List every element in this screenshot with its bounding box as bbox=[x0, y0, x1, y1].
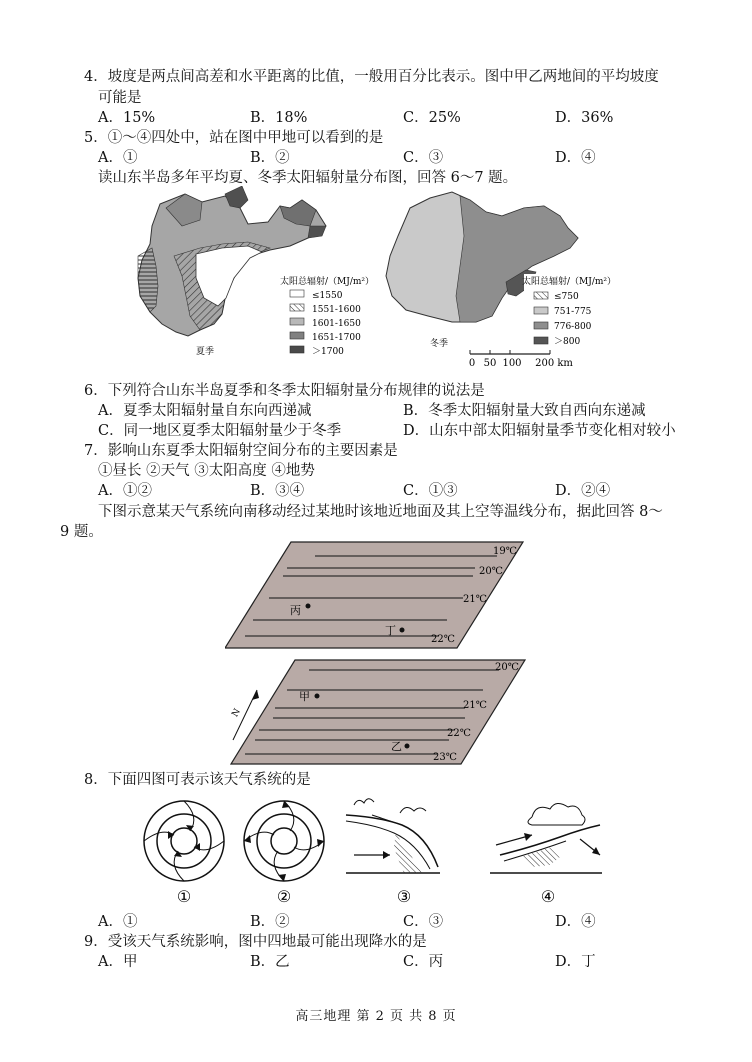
q9-stem: 9．受该天气系统影响，图中四地最可能出现降水的是 bbox=[84, 934, 427, 950]
q8-option-b: B．② bbox=[250, 914, 290, 930]
intro-8-9-line1: 下图示意某天气系统向南移动经过某地时该地近地面及其上空等温线分布，据此回答 8～ bbox=[98, 504, 663, 520]
point-ding: 丁 bbox=[385, 624, 396, 637]
lower-isotherm-22: 22℃ bbox=[447, 728, 471, 739]
winter-legend-item-1: ≤750 bbox=[554, 292, 579, 302]
q6-stem: 6．下列符合山东半岛夏季和冬季太阳辐射量分布规律的说法是 bbox=[84, 383, 485, 399]
winter-season-label: 冬季 bbox=[430, 339, 449, 349]
intro-6-7: 读山东半岛多年平均夏、冬季太阳辐射量分布图，回答 6～7 题。 bbox=[98, 170, 518, 186]
winter-map bbox=[386, 192, 620, 369]
q7-option-a: A．①② bbox=[98, 483, 152, 499]
upper-isotherm-20: 20℃ bbox=[479, 566, 503, 577]
q4-option-b: B．18% bbox=[250, 110, 308, 126]
summer-legend-item-1: ≤1550 bbox=[312, 291, 343, 301]
lower-plane bbox=[231, 660, 525, 764]
lower-isotherm-20: 20℃ bbox=[495, 662, 519, 673]
q8-option-a: A．① bbox=[98, 914, 138, 930]
q9-option-d: D．丁 bbox=[555, 954, 596, 970]
summer-legend-item-5: ＞1700 bbox=[312, 347, 344, 357]
upper-isotherm-22: 22℃ bbox=[431, 634, 455, 645]
summer-season-label: 夏季 bbox=[196, 347, 215, 357]
q5-option-c: C．③ bbox=[403, 150, 444, 166]
point-bing: 丙 bbox=[290, 604, 301, 617]
q6-option-b: B．冬季太阳辐射量大致自西向东递减 bbox=[403, 403, 646, 419]
q9-option-c: C．丙 bbox=[403, 954, 444, 970]
winter-legend-item-4: ＞800 bbox=[554, 337, 581, 347]
q7-stem: 7．影响山东夏季太阳辐射空间分布的主要因素是 bbox=[84, 443, 398, 459]
q5-option-d: D．④ bbox=[555, 150, 596, 166]
q4-stem-line2: 可能是 bbox=[98, 90, 142, 106]
q5-option-b: B．② bbox=[250, 150, 290, 166]
scale-tick-200: 200 km bbox=[535, 358, 573, 369]
page-footer: 高三地理 第 2 页 共 8 页 bbox=[295, 1009, 457, 1024]
scale-tick-0: 0 bbox=[468, 358, 476, 369]
winter-legend-item-3: 776-800 bbox=[554, 322, 592, 332]
point-jia: 甲 bbox=[299, 690, 310, 703]
upper-isotherm-21: 21℃ bbox=[463, 594, 487, 605]
intro-8-9-line2: 9 题。 bbox=[60, 524, 103, 540]
figure-4-warm-front bbox=[490, 803, 602, 906]
point-yi: 乙 bbox=[391, 740, 402, 753]
q6-option-a: A．夏季太阳辐射量自东向西递减 bbox=[98, 403, 312, 419]
summer-legend-item-4: 1651-1700 bbox=[312, 333, 361, 343]
q8-option-c: C．③ bbox=[403, 914, 444, 930]
summer-legend-item-2: 1551-1600 bbox=[312, 305, 361, 315]
scale-tick-100: 100 bbox=[502, 358, 522, 369]
q7-option-d: D．②④ bbox=[555, 483, 611, 499]
q8-option-d: D．④ bbox=[555, 914, 596, 930]
upper-plane bbox=[225, 542, 523, 648]
weather-system-figures bbox=[140, 795, 610, 907]
figure-1-cyclone bbox=[144, 801, 224, 906]
q9-option-a: A．甲 bbox=[98, 954, 138, 970]
q7-factors: ①昼长 ②天气 ③太阳高度 ④地势 bbox=[98, 463, 315, 479]
q9-option-b: B．乙 bbox=[250, 954, 290, 970]
figure-label-4: ④ bbox=[540, 887, 556, 906]
q5-stem: 5．①～④四处中，站在图中甲地可以看到的是 bbox=[84, 130, 384, 146]
winter-legend-item-2: 751-775 bbox=[554, 307, 592, 317]
summer-map bbox=[138, 186, 374, 368]
q4-option-d: D．36% bbox=[555, 110, 614, 126]
upper-isotherm-19: 19℃ bbox=[493, 546, 517, 557]
summer-legend-title: 太阳总辐射/（MJ/m²） bbox=[280, 277, 375, 287]
lower-isotherm-23: 23℃ bbox=[433, 752, 457, 763]
scale-tick-50: 50 bbox=[483, 358, 497, 369]
winter-legend-title: 太阳总辐射/（MJ/m²） bbox=[522, 277, 617, 287]
q5-option-a: A．① bbox=[98, 150, 138, 166]
north-arrow-label: N bbox=[230, 707, 243, 719]
q7-option-c: C．①③ bbox=[403, 483, 458, 499]
figure-label-3: ③ bbox=[396, 887, 412, 906]
q4-option-c: C．25% bbox=[403, 110, 461, 126]
q7-option-b: B．③④ bbox=[250, 483, 305, 499]
figure-3-cold-front bbox=[346, 799, 440, 906]
q6-option-d: D．山东中部太阳辐射量季节变化相对较小 bbox=[403, 423, 676, 439]
q4-stem-line1: 4．坡度是两点间高差和水平距离的比值，一般用百分比表示。图中甲乙两地间的平均坡度 bbox=[84, 69, 659, 85]
summer-legend-item-3: 1601-1650 bbox=[312, 319, 361, 329]
q4-option-a: A．15% bbox=[98, 110, 156, 126]
figure-label-2: ② bbox=[276, 887, 292, 906]
figure-label-1: ① bbox=[176, 887, 192, 906]
solar-radiation-maps bbox=[130, 186, 620, 376]
isotherm-diagram bbox=[225, 540, 535, 765]
q6-option-c: C．同一地区夏季太阳辐射量少于冬季 bbox=[98, 423, 342, 439]
lower-isotherm-21: 21℃ bbox=[463, 700, 487, 711]
q8-stem: 8．下面四图可表示该天气系统的是 bbox=[84, 772, 311, 788]
figure-2-anticyclone bbox=[244, 801, 324, 906]
